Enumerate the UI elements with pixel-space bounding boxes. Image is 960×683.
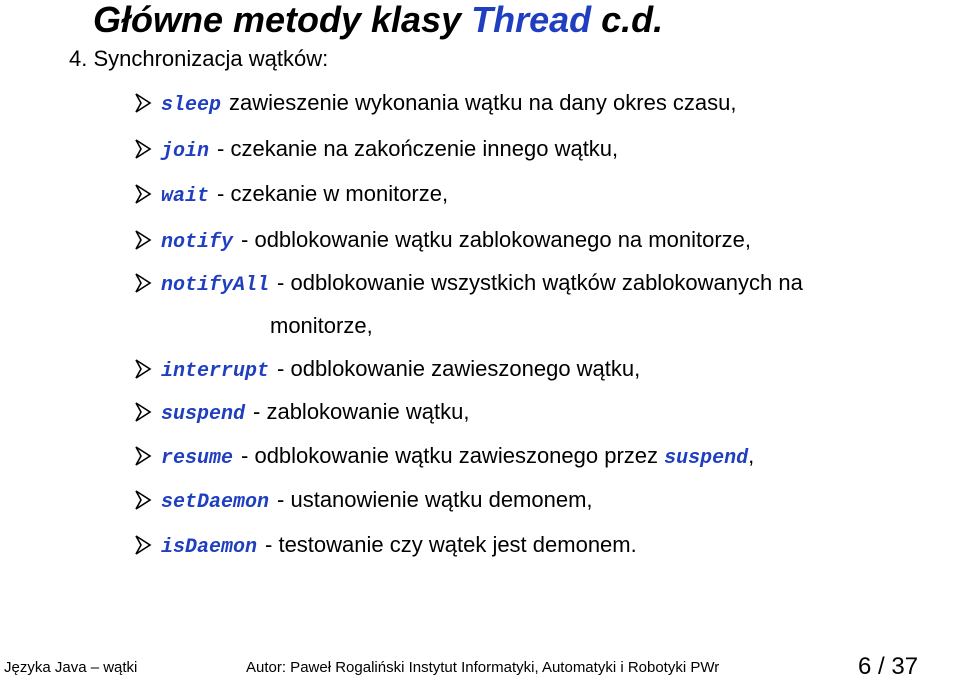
list-item xyxy=(134,441,754,474)
description-text: - czekanie na zakończenie innego wątku, xyxy=(217,136,619,161)
method-name: notifyAll xyxy=(161,274,270,297)
hollow-arrow-bullet-icon xyxy=(134,90,161,110)
method-description xyxy=(253,397,469,430)
description-text: zawieszenie wykonania wątku na dany okres czasu, xyxy=(229,90,737,115)
section-heading: 4. Synchronizacja wątków: xyxy=(69,46,329,71)
list-item xyxy=(134,179,448,212)
method-name: wait xyxy=(161,185,210,208)
method-name: resume xyxy=(161,447,234,470)
description-text: - ustanowienie wątku demonem, xyxy=(277,487,593,512)
method-description xyxy=(241,441,754,474)
method-description xyxy=(241,225,751,258)
hollow-arrow-bullet-icon xyxy=(134,181,161,201)
footer xyxy=(0,655,960,683)
title-suffix: c.d. xyxy=(591,0,664,40)
list-item xyxy=(134,225,751,258)
hollow-arrow-bullet-icon xyxy=(134,270,161,290)
method-name: sleep xyxy=(161,94,222,117)
hollow-arrow-bullet-icon xyxy=(134,356,161,376)
footer-course-title: Języka Java – wątki xyxy=(4,659,138,676)
description-method-name: suspend xyxy=(664,447,749,470)
list-item xyxy=(134,485,593,518)
description-text: - odblokowanie wszystkich wątków zablokowanych na xyxy=(277,270,803,295)
method-description xyxy=(229,88,737,121)
list-item xyxy=(134,134,618,167)
method-description xyxy=(277,268,803,301)
method-name: join xyxy=(161,140,210,163)
description-text: - czekanie w monitorze, xyxy=(217,181,449,206)
hollow-arrow-bullet-icon xyxy=(134,136,161,156)
method-name: isDaemon xyxy=(161,536,258,559)
title-main: Główne metody klasy xyxy=(93,0,472,40)
hollow-arrow-bullet-icon xyxy=(134,443,161,463)
method-description xyxy=(277,354,640,387)
list-item xyxy=(134,397,469,430)
hollow-arrow-bullet-icon xyxy=(134,532,161,552)
list-item xyxy=(134,268,803,301)
description-text: - odblokowanie wątku zablokowanego na monitorze, xyxy=(241,227,751,252)
method-description xyxy=(277,485,593,518)
description-text: - testowanie czy wątek jest demonem. xyxy=(265,532,637,557)
title-highlight: Thread xyxy=(471,0,592,40)
list-item xyxy=(134,88,737,121)
method-name: setDaemon xyxy=(161,491,270,514)
list-item-continuation: monitorze, xyxy=(270,313,373,338)
method-name: notify xyxy=(161,231,234,254)
description-text: - odblokowanie zawieszonego wątku, xyxy=(277,356,641,381)
description-text: - zablokowanie wątku, xyxy=(253,399,470,424)
list-item xyxy=(134,354,640,387)
method-description xyxy=(217,179,448,212)
method-name: suspend xyxy=(161,403,246,426)
page-number: 6 / 37 xyxy=(858,653,919,680)
hollow-arrow-bullet-icon xyxy=(134,399,161,419)
method-description xyxy=(217,134,618,167)
hollow-arrow-bullet-icon xyxy=(134,487,161,507)
description-end: , xyxy=(748,443,755,468)
hollow-arrow-bullet-icon xyxy=(134,227,161,247)
method-name: interrupt xyxy=(161,360,270,383)
slide-title xyxy=(93,0,663,42)
method-description xyxy=(265,530,637,563)
list-item xyxy=(134,530,637,563)
description-text: - odblokowanie wątku zawieszonego przez xyxy=(241,443,665,468)
footer-author: Autor: Paweł Rogaliński Instytut Informatyki, Automatyki i Robotyki PWr xyxy=(246,659,720,676)
